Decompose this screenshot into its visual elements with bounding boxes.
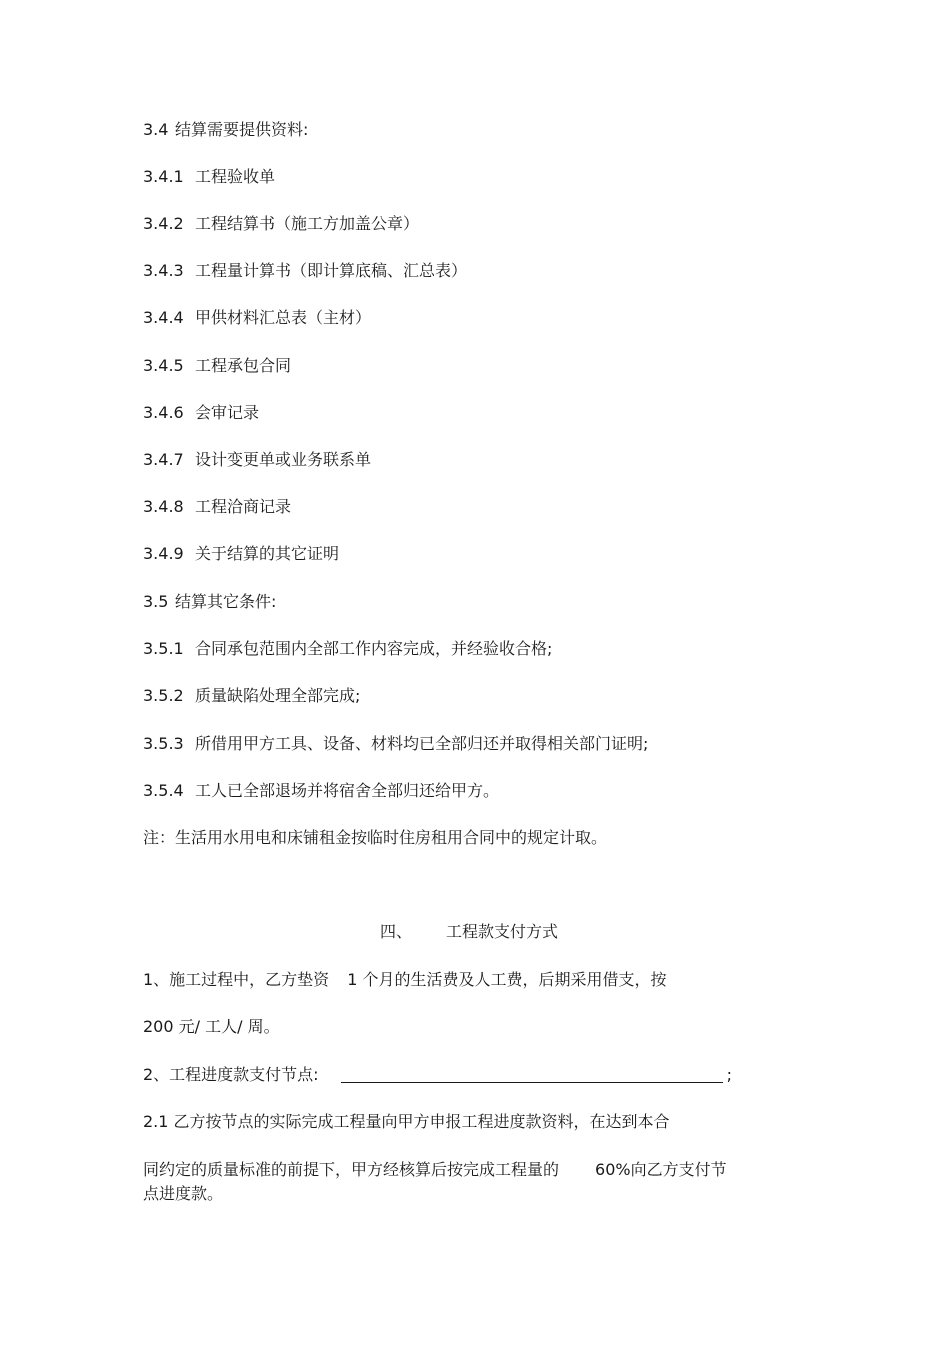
item-text: 会审记录 [195, 403, 260, 422]
paragraph-1-part-a: 1、施工过程中，乙方垫资 [143, 970, 330, 989]
item-text: 工程洽商记录 [195, 497, 292, 516]
item-number: 3.4.6 [143, 403, 184, 422]
item-number: 3.4.5 [143, 356, 184, 375]
payment-node-blank [341, 1066, 723, 1083]
item-number: 3.5.1 [143, 639, 184, 658]
item-number: 3.5.3 [143, 734, 184, 753]
item-3-5 [143, 591, 276, 613]
item-3-5-3 [143, 733, 648, 755]
paragraph-1-continuation: 200 元/ 工人/ 周。 [143, 1017, 280, 1036]
paragraph-2-1-line-2 [143, 1159, 727, 1181]
payment-node-end: ; [726, 1065, 732, 1084]
paragraph-2-1: 2.1 乙方按节点的实际完成工程量向甲方申报工程进度款资料，在达到本合 [143, 1112, 670, 1131]
paragraph-2-1-line-3: 点进度款。 [143, 1184, 224, 1203]
item-number: 3.4.4 [143, 308, 184, 327]
paragraph-2 [143, 1064, 732, 1086]
paragraph-1 [143, 969, 666, 991]
item-text: 结算需要提供资料: [175, 120, 309, 139]
item-text: 设计变更单或业务联系单 [195, 450, 372, 469]
item-text: 合同承包范围内全部工作内容完成，并经验收合格; [195, 639, 553, 658]
item-3-4-6 [143, 402, 259, 424]
note: 注：生活用水用电和床铺租金按临时住房租用合同中的规定计取。 [143, 828, 608, 847]
item-3-5-2 [143, 685, 360, 707]
item-number: 3.5.2 [143, 686, 184, 705]
section-heading [380, 921, 558, 943]
item-number: 3.4.9 [143, 544, 184, 563]
paragraph-1-part-b: 1 个月的生活费及人工费，后期采用借支，按 [347, 970, 667, 989]
section-number: 四、 [380, 922, 413, 941]
item-number: 3.5.4 [143, 781, 184, 800]
item-3-4-8 [143, 496, 291, 518]
item-3-5-4 [143, 780, 499, 802]
item-number: 3.4 [143, 120, 169, 139]
item-number: 3.4.3 [143, 261, 184, 280]
item-text: 工程量计算书（即计算底稿、汇总表） [195, 261, 468, 280]
item-3-4-4 [143, 307, 371, 329]
item-text: 工程承包合同 [195, 356, 292, 375]
item-3-4-7 [143, 449, 371, 471]
item-3-4-2 [143, 213, 419, 235]
item-3-4 [143, 119, 308, 141]
payment-node-label: 2、工程进度款支付节点: [143, 1065, 319, 1084]
item-text: 甲供材料汇总表（主材） [195, 308, 372, 327]
item-text: 工程验收单 [195, 167, 276, 186]
item-number: 3.4.2 [143, 214, 184, 233]
item-text: 关于结算的其它证明 [195, 544, 340, 563]
item-text: 结算其它条件: [175, 592, 277, 611]
item-3-4-1 [143, 166, 275, 188]
progress-percentage: 60% [595, 1160, 631, 1179]
item-3-4-3 [143, 260, 467, 282]
item-number: 3.5 [143, 592, 169, 611]
item-text: 工程结算书（施工方加盖公章） [195, 214, 420, 233]
paragraph-2-1-part-b: 同约定的质量标准的前提下，甲方经核算后按完成工程量的 [143, 1160, 560, 1179]
item-text: 所借用甲方工具、设备、材料均已全部归还并取得相关部门证明; [195, 734, 649, 753]
section-title: 工程款支付方式 [446, 922, 559, 941]
item-text: 工人已全部退场并将宿舍全部归还给甲方。 [195, 781, 500, 800]
item-number: 3.4.1 [143, 167, 184, 186]
item-text: 质量缺陷处理全部完成; [195, 686, 361, 705]
item-3-5-1 [143, 638, 552, 660]
paragraph-2-1-part-c: 向乙方支付节 [630, 1160, 727, 1179]
item-3-4-5 [143, 355, 291, 377]
item-number: 3.4.8 [143, 497, 184, 516]
item-3-4-9 [143, 543, 339, 565]
item-number: 3.4.7 [143, 450, 184, 469]
